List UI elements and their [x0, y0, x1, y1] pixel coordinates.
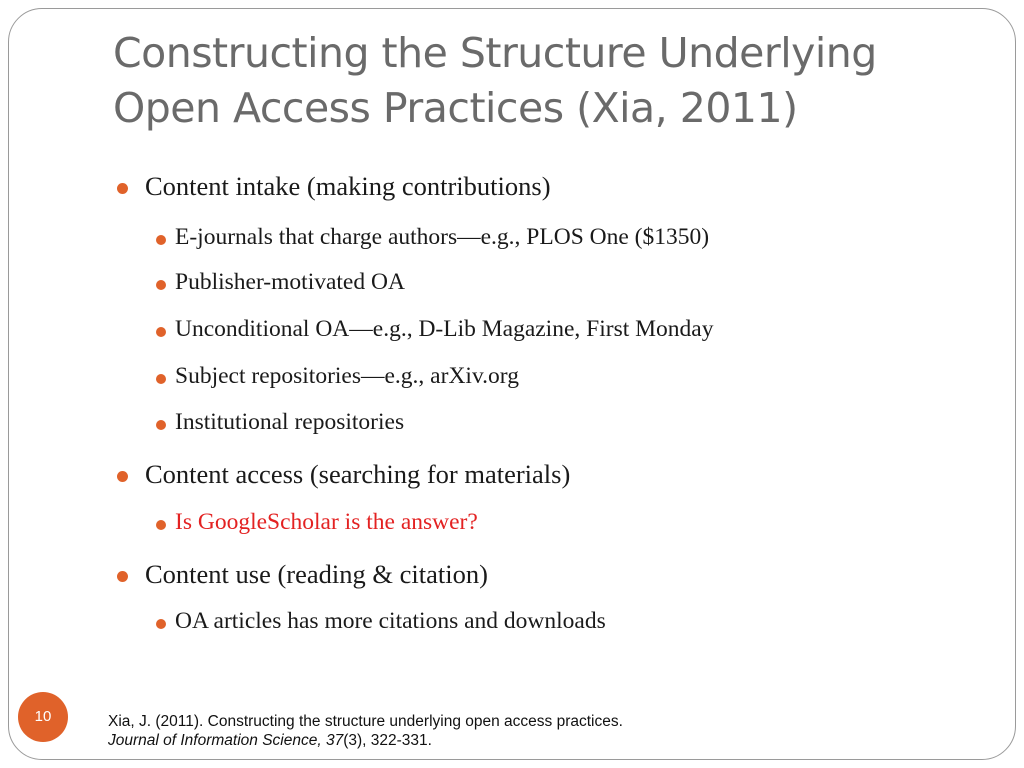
bullet-dot-icon: [156, 374, 166, 384]
bullet-dot-icon: [117, 471, 128, 482]
bullet-dot-icon: [156, 619, 166, 629]
bullet-dot-icon: [117, 571, 128, 582]
page-number-badge: 10: [18, 692, 68, 742]
title-line-1: Constructing the Structure Underlying: [113, 29, 877, 77]
citation-issue-pages: (3), 322-331.: [343, 732, 432, 749]
bullet-content-use: Content use (reading & citation): [145, 559, 488, 589]
citation-line-2: [108, 731, 623, 750]
bullet-dot-icon: [156, 420, 166, 430]
sub-bullet-e-journals: E-journals that charge authors—e.g., PLOS One ($1350): [175, 224, 710, 250]
citation-line-1: Xia, J. (2011). Constructing the structure underlying open access practices.: [108, 713, 623, 730]
citation-journal: Journal of Information Science, 37: [108, 732, 344, 749]
sub-bullet-googlescholar: Is GoogleScholar is the answer?: [175, 509, 478, 535]
sub-bullet-institutional-repositories: Institutional repositories: [175, 409, 405, 435]
bullet-content-access: Content access (searching for materials): [145, 459, 571, 489]
sub-bullet-unconditional-oa: Unconditional OA—e.g., D-Lib Magazine, First Monday: [175, 316, 714, 342]
bullet-dot-icon: [156, 280, 166, 290]
bullet-dot-icon: [117, 183, 128, 194]
sub-bullet-subject-repositories: Subject repositories—e.g., arXiv.org: [175, 363, 519, 389]
bullet-content-intake: Content intake (making contributions): [145, 171, 551, 201]
bullet-dot-icon: [156, 327, 166, 337]
title-line-2: Open Access Practices (Xia, 2011): [113, 84, 798, 132]
bullet-dot-icon: [156, 235, 166, 245]
sub-bullet-publisher-oa: Publisher-motivated OA: [175, 269, 405, 295]
bullet-dot-icon: [156, 520, 166, 530]
citation: [108, 712, 623, 750]
sub-bullet-oa-articles: OA articles has more citations and downloads: [175, 608, 606, 634]
